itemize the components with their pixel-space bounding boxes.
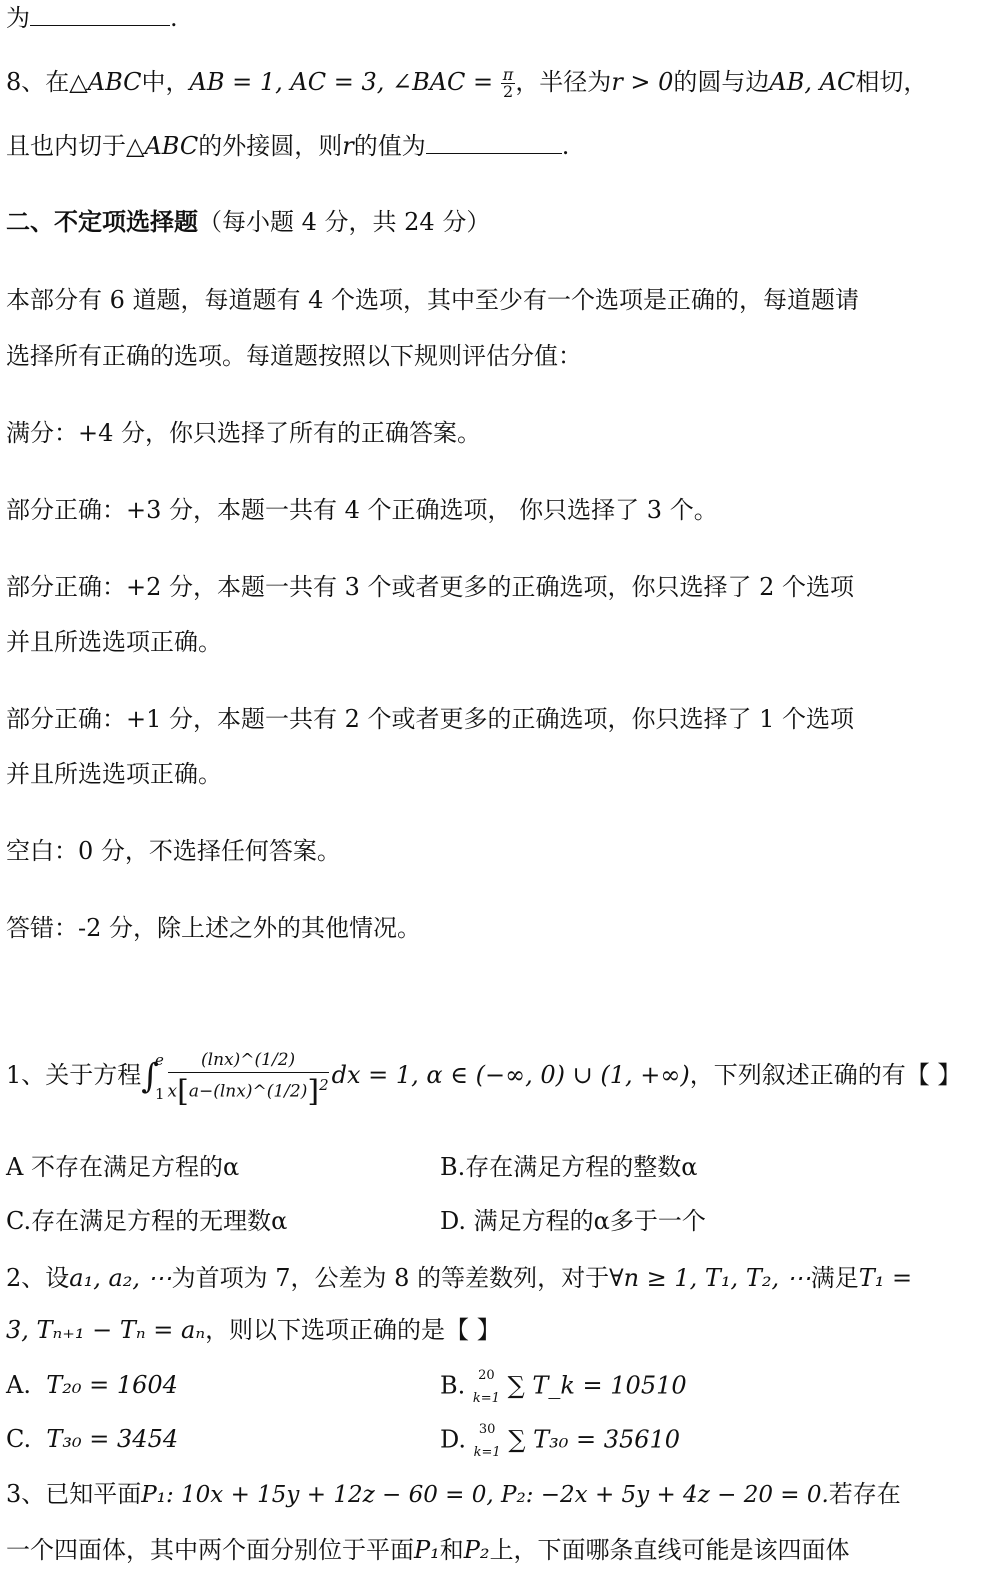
q1-integrand [167, 1050, 329, 1110]
q2-text-c: 满足 [810, 1264, 859, 1292]
q2-sequence: a₁, a₂, ⋯ [69, 1264, 172, 1292]
q8-line-2 [6, 130, 975, 162]
answer-blank [426, 133, 562, 154]
q2-line-2 [6, 1314, 975, 1346]
q2-d-expr: ∑ T₃₀ = 35610 [508, 1425, 681, 1454]
line0-prefix: 为 [6, 4, 30, 32]
fill-blank-line-0 [6, 2, 975, 34]
right-bracket: ] [307, 1074, 320, 1110]
q8-l2-text-a: 且也内切于△ [6, 132, 145, 160]
q3-p2: P₂ [463, 1536, 490, 1564]
integral-sign: ∫ [141, 1056, 159, 1097]
q2-c-expr: T₃₀ = 3454 [46, 1425, 179, 1453]
q8-l2-r: r [342, 132, 354, 160]
option-label: D. [440, 1425, 467, 1454]
section-title-bold: 二、不定项选择题 [6, 207, 198, 236]
q8-l2-text-c: 的值为 [353, 132, 426, 160]
q3-p1: P₁ [414, 1536, 440, 1564]
option-label: C. [6, 1425, 32, 1453]
rule-1b: 并且所选选项正确。 [6, 760, 222, 788]
sum-upper: 30 [478, 1422, 496, 1437]
den-inner: a−(lnx)^(1/2) [188, 1082, 308, 1103]
line0-suffix: . [170, 4, 178, 32]
q2-text-rest: ，则以下选项正确的是【 】 [205, 1316, 501, 1344]
q3-planes: P₁: 10x + 15y + 12z − 60 = 0, P₂: −2x + 5y + 4z − 20 = 0. [141, 1482, 829, 1508]
q1-equation: dx = 1, α ∈ (−∞, 0) ∪ (1, +∞) [331, 1061, 690, 1089]
q8-radius: r > 0 [611, 68, 674, 96]
integral-lower: 1 [155, 1084, 165, 1103]
sum-limits [474, 1423, 501, 1459]
sum-lower: k=1 [472, 1391, 500, 1406]
integrand-denominator [167, 1073, 329, 1110]
sum-lower: k=1 [473, 1445, 501, 1460]
rule-2a: 部分正确：+2 分，本题一共有 3 个或者更多的正确选项，你只选择了 2 个选项 [6, 573, 855, 601]
q8-frac-num: π [502, 65, 514, 84]
q2-option-b[interactable] [440, 1369, 687, 1405]
q8-l2-triangle: ABC [144, 132, 199, 160]
q8-text-5: 相切， [855, 68, 928, 96]
q8-sides: AB, AC [769, 68, 856, 96]
q8-text-1: 8、在△ [6, 68, 88, 96]
q8-frac-den: 2 [502, 82, 514, 101]
option-label: A. [6, 1371, 31, 1399]
q1-prefix: 1、关于方程 [6, 1061, 142, 1089]
rule-3: 部分正确：+3 分，本题一共有 4 个正确选项， 你只选择了 3 个。 [6, 496, 718, 524]
q8-fraction [501, 67, 516, 100]
q3-l2-text-a: 一个四面体，其中两个面分别位于平面 [6, 1536, 414, 1564]
q2-forall: ∀n ≥ 1, T₁, T₂, ⋯ [609, 1264, 811, 1292]
rule-blank: 空白：0 分，不选择任何答案。 [6, 837, 341, 865]
q8-condition: AB = 1, AC = 3, ∠BAC = [189, 68, 494, 96]
integral-limits [155, 1050, 165, 1104]
q8-l2-end: . [561, 132, 570, 160]
sum-limits [473, 1369, 500, 1405]
q2-option-a[interactable] [6, 1369, 178, 1401]
q2-t1: T₁ = [858, 1264, 913, 1292]
q3-line-1 [6, 1478, 975, 1511]
rule-1a: 部分正确：+1 分，本题一共有 2 个或者更多的正确选项，你只选择了 1 个选项 [6, 705, 855, 733]
q3-and: 和 [439, 1536, 464, 1564]
section-title-rest: （每小题 4 分，共 24 分） [198, 208, 491, 236]
intro-line-1: 本部分有 6 道题，每道题有 4 个选项，其中至少有一个选项是正确的，每道题请 [6, 286, 860, 314]
q8-l2-text-b: 的外接圆，则 [198, 132, 343, 160]
q2-b-expr: ∑ T_k = 10510 [507, 1371, 687, 1400]
q3-line-2 [6, 1534, 975, 1566]
q3-text-a: 3、已知平面 [6, 1480, 142, 1508]
section-2-title [6, 206, 975, 238]
integrand-numerator: (lnx)^(1/2) [168, 1050, 329, 1073]
q2-option-d[interactable] [440, 1423, 680, 1459]
q8-text-4: 的圆与边 [673, 68, 770, 96]
q1-option-a[interactable]: A 不存在满足方程的α [6, 1153, 240, 1181]
rule-2b: 并且所选选项正确。 [6, 628, 222, 656]
option-label: B. [440, 1371, 466, 1400]
den-x: x [167, 1082, 178, 1103]
q8-text-3: ，半径为 [515, 68, 612, 96]
q1-suffix: ，下列叙述正确的有【 】 [689, 1061, 962, 1089]
q8-line-1 [6, 66, 975, 100]
q3-text-b: 若存在 [828, 1480, 901, 1508]
q1-option-d[interactable]: D. 满足方程的α多于一个 [440, 1207, 706, 1235]
rule-full: 满分：+4 分，你只选择了所有的正确答案。 [6, 419, 482, 447]
q8-triangle-name: ABC [87, 68, 142, 96]
integral-upper: e [155, 1050, 164, 1069]
q2-recurrence: 3, Tₙ₊₁ − Tₙ = aₙ [6, 1316, 206, 1344]
q8-text-2: 中， [141, 68, 190, 96]
q1-stem [6, 1038, 975, 1148]
q2-text-a: 2、设 [6, 1264, 70, 1292]
q2-a-expr: T₂₀ = 1604 [46, 1371, 178, 1399]
q2-option-c[interactable] [6, 1423, 178, 1455]
den-power: 2 [319, 1076, 329, 1095]
q2-text-b: 为首项为 7，公差为 8 的等差数列，对于 [171, 1264, 610, 1292]
q1-option-b[interactable]: B.存在满足方程的整数α [440, 1153, 698, 1181]
q1-option-c[interactable]: C.存在满足方程的无理数α [6, 1207, 288, 1235]
q2-line-1 [6, 1262, 975, 1294]
left-bracket: [ [177, 1074, 189, 1110]
intro-line-2: 选择所有正确的选项。每道题按照以下规则评估分值： [6, 342, 582, 370]
q3-l2-text-b: 上，下面哪条直线可能是该四面体 [489, 1536, 850, 1564]
sum-upper: 20 [478, 1368, 495, 1383]
rule-wrong: 答错：-2 分，除上述之外的其他情况。 [6, 914, 422, 942]
answer-blank [30, 5, 170, 26]
